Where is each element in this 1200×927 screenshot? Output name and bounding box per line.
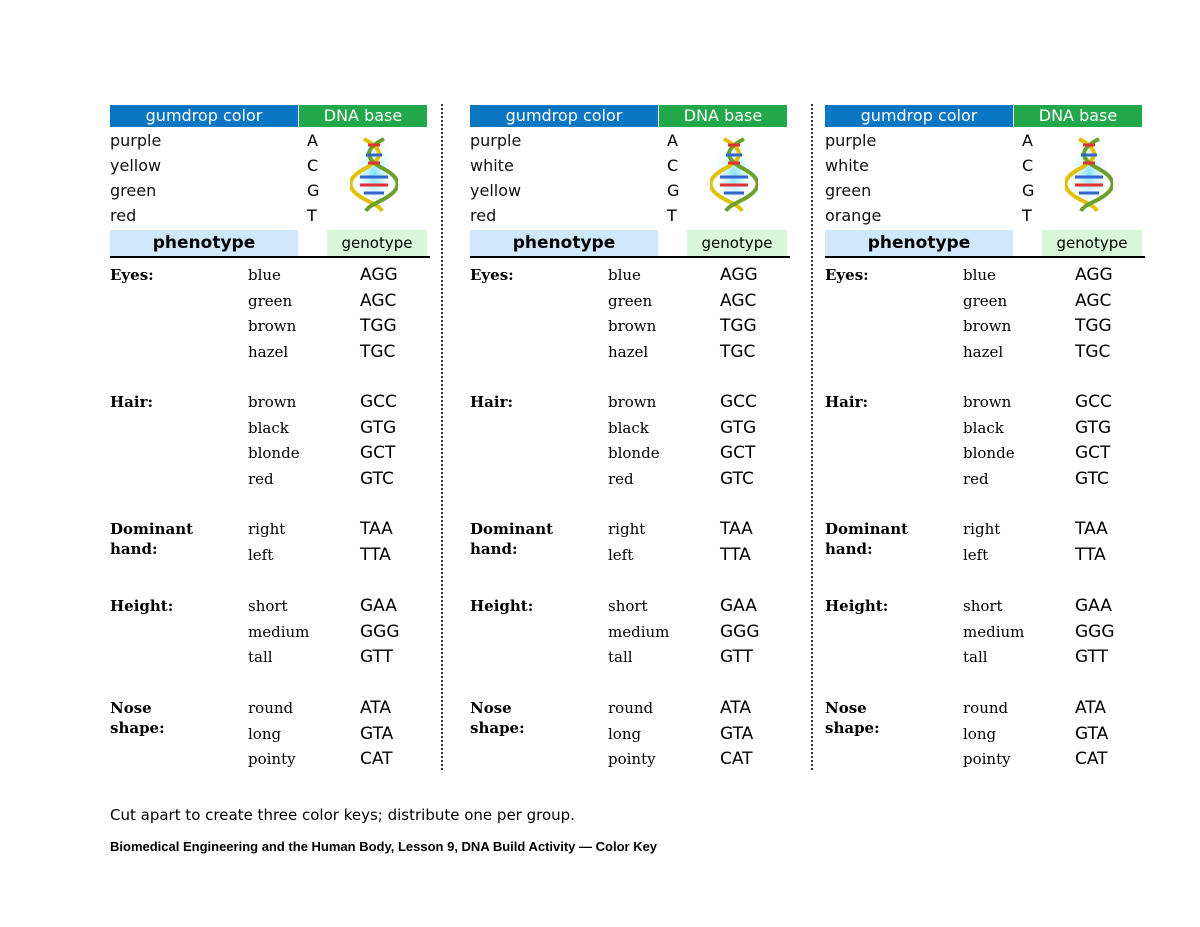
genotype-code: GCT xyxy=(360,443,396,463)
footer-citation: Biomedical Engineering and the Human Body, Lesson 9, DNA Build Activity — Color Key xyxy=(110,839,658,854)
genotype-header: genotype xyxy=(1042,230,1142,256)
phenotype-value: hazel xyxy=(608,342,649,361)
phenotype-value: blue xyxy=(248,266,281,284)
trait-label: Hair: xyxy=(470,393,514,411)
dna-base-letter: T xyxy=(667,206,677,225)
trait-label: Height: xyxy=(110,597,174,615)
genotype-code: TGC xyxy=(1075,341,1111,362)
phenotype-value: left xyxy=(248,545,274,564)
genotype-code: ATA xyxy=(360,698,392,718)
dna-base-letter: G xyxy=(307,181,320,200)
dna-base-letter: G xyxy=(667,181,680,200)
phenotype-value: round xyxy=(248,699,294,717)
gumdrop-color-name: yellow xyxy=(470,181,522,200)
phenotype-value: blue xyxy=(963,266,996,284)
trait-label: Dominant hand: xyxy=(825,520,909,558)
phenotype-header: phenotype xyxy=(110,230,298,256)
genotype-code: GCT xyxy=(720,443,756,463)
genotype-code: GTG xyxy=(360,417,397,438)
genotype-code: TGC xyxy=(360,341,396,362)
genotype-code: GTC xyxy=(720,468,754,489)
dna-base-header-label: DNA base xyxy=(1038,106,1118,125)
genotype-code: GTC xyxy=(1075,468,1109,489)
cut-line xyxy=(441,104,443,770)
phenotype-value: round xyxy=(608,699,654,717)
dna-base-letter: C xyxy=(307,156,319,175)
dna-base-letter: A xyxy=(1022,131,1033,150)
genotype-code: TGG xyxy=(720,316,757,336)
dna-helix-icon xyxy=(350,135,398,217)
phenotype-value: brown xyxy=(248,317,297,335)
trait-label: Height: xyxy=(825,597,889,615)
phenotype-value: red xyxy=(608,469,634,488)
gumdrop-color-header-label: gumdrop color xyxy=(860,106,978,125)
genotype-code: GCC xyxy=(1075,392,1112,412)
phenotype-value: red xyxy=(963,469,989,488)
phenotype-value: red xyxy=(248,469,274,488)
genotype-code: GGG xyxy=(1075,621,1115,642)
genotype-code: AGC xyxy=(360,290,397,311)
genotype-code: GTA xyxy=(720,723,754,744)
genotype-header: genotype xyxy=(327,230,427,256)
genotype-code: GTG xyxy=(720,417,757,438)
gumdrop-color-header-label: gumdrop color xyxy=(145,106,263,125)
genotype-code: GCC xyxy=(360,392,397,412)
trait-label: Nose shape: xyxy=(470,699,525,737)
phenotype-value: brown xyxy=(608,393,657,411)
genotype-code: GTT xyxy=(1075,647,1109,667)
cut-instructions: Cut apart to create three color keys; distribute one per group. xyxy=(110,806,575,824)
phenotype-value: tall xyxy=(248,648,273,666)
genotype-code: ATA xyxy=(720,698,752,718)
phenotype-value: left xyxy=(608,545,634,564)
genotype-code: AGG xyxy=(1075,265,1113,285)
phenotype-value: tall xyxy=(608,648,633,666)
genotype-code: GTT xyxy=(360,647,394,667)
trait-label: Eyes: xyxy=(110,266,154,284)
phenotype-value: green xyxy=(248,291,293,310)
phenotype-value: right xyxy=(963,520,1001,538)
gumdrop-color-name: white xyxy=(470,156,514,175)
genotype-code: GGG xyxy=(360,621,400,642)
genotype-code: GGG xyxy=(720,621,760,642)
gumdrop-color-name: orange xyxy=(825,206,882,225)
dna-base-letter: A xyxy=(307,131,318,150)
gumdrop-color-name: green xyxy=(110,181,157,200)
dna-base-header-label: DNA base xyxy=(683,106,763,125)
gumdrop-color-name: purple xyxy=(470,131,522,150)
phenotype-value: black xyxy=(248,418,289,437)
header-rule xyxy=(825,256,1145,258)
header-rule xyxy=(110,256,430,258)
phenotype-value: medium xyxy=(248,622,310,641)
phenotype-value: short xyxy=(608,597,648,615)
phenotype-value: blonde xyxy=(248,444,300,462)
dna-base-header xyxy=(659,105,787,127)
genotype-header: genotype xyxy=(687,230,787,256)
dna-base-letter: C xyxy=(1022,156,1034,175)
phenotype-value: long xyxy=(248,724,282,743)
genotype-code: TGC xyxy=(720,341,756,362)
gumdrop-color-name: purple xyxy=(825,131,877,150)
genotype-code: TTA xyxy=(360,544,391,565)
dna-helix-icon xyxy=(1065,135,1113,217)
trait-label: Dominant hand: xyxy=(110,520,194,558)
genotype-code: AGG xyxy=(720,265,758,285)
genotype-code: TAA xyxy=(720,519,753,539)
genotype-code: GTG xyxy=(1075,417,1112,438)
genotype-code: AGC xyxy=(720,290,757,311)
genotype-code: GAA xyxy=(360,596,397,616)
dna-base-header xyxy=(299,105,427,127)
trait-label: Eyes: xyxy=(470,266,514,284)
genotype-code: TAA xyxy=(1075,519,1108,539)
phenotype-value: hazel xyxy=(963,342,1004,361)
gumdrop-color-header xyxy=(110,105,298,127)
genotype-code: GAA xyxy=(1075,596,1112,616)
phenotype-value: black xyxy=(608,418,649,437)
dna-base-letter: A xyxy=(667,131,678,150)
gumdrop-color-name: red xyxy=(110,206,137,225)
genotype-code: GTA xyxy=(1075,723,1109,744)
genotype-code: AGC xyxy=(1075,290,1112,311)
phenotype-header: phenotype xyxy=(470,230,658,256)
dna-base-letter: T xyxy=(1022,206,1032,225)
trait-label: Dominant hand: xyxy=(470,520,554,558)
phenotype-value: black xyxy=(963,418,1004,437)
dna-base-letter: C xyxy=(667,156,679,175)
gumdrop-color-header xyxy=(470,105,658,127)
genotype-code: GTA xyxy=(360,723,394,744)
phenotype-value: right xyxy=(248,520,286,538)
phenotype-value: right xyxy=(608,520,646,538)
phenotype-value: brown xyxy=(248,393,297,411)
genotype-code: TAA xyxy=(360,519,393,539)
phenotype-value: brown xyxy=(963,317,1012,335)
trait-label: Hair: xyxy=(110,393,154,411)
genotype-code: GTC xyxy=(360,468,394,489)
genotype-code: ATA xyxy=(1075,698,1107,718)
genotype-code: TTA xyxy=(1075,544,1106,565)
phenotype-value: green xyxy=(608,291,653,310)
phenotype-value: brown xyxy=(963,393,1012,411)
genotype-code: GAA xyxy=(720,596,757,616)
trait-label: Hair: xyxy=(825,393,869,411)
phenotype-value: pointy xyxy=(963,750,1011,768)
phenotype-value: green xyxy=(963,291,1008,310)
gumdrop-color-name: purple xyxy=(110,131,162,150)
gumdrop-color-name: yellow xyxy=(110,156,162,175)
genotype-code: CAT xyxy=(360,749,393,769)
header-rule xyxy=(470,256,790,258)
phenotype-header: phenotype xyxy=(825,230,1013,256)
genotype-code: AGG xyxy=(360,265,398,285)
genotype-code: CAT xyxy=(720,749,753,769)
gumdrop-color-name: green xyxy=(825,181,872,200)
gumdrop-color-header xyxy=(825,105,1013,127)
gumdrop-color-name: white xyxy=(825,156,869,175)
genotype-code: GTT xyxy=(720,647,754,667)
cut-line xyxy=(811,104,813,770)
trait-label: Nose shape: xyxy=(110,699,165,737)
phenotype-value: pointy xyxy=(248,750,296,768)
dna-base-header xyxy=(1014,105,1142,127)
phenotype-value: pointy xyxy=(608,750,656,768)
phenotype-value: medium xyxy=(608,622,670,641)
dna-base-letter: G xyxy=(1022,181,1035,200)
dna-base-letter: T xyxy=(307,206,317,225)
phenotype-value: brown xyxy=(608,317,657,335)
genotype-code: GCC xyxy=(720,392,757,412)
dna-base-header-label: DNA base xyxy=(323,106,403,125)
phenotype-value: blue xyxy=(608,266,641,284)
trait-label: Nose shape: xyxy=(825,699,880,737)
dna-helix-icon xyxy=(710,135,758,217)
phenotype-value: hazel xyxy=(248,342,289,361)
trait-label: Eyes: xyxy=(825,266,869,284)
genotype-code: TGG xyxy=(360,316,397,336)
genotype-code: TTA xyxy=(720,544,751,565)
gumdrop-color-header-label: gumdrop color xyxy=(505,106,623,125)
genotype-code: TGG xyxy=(1075,316,1112,336)
phenotype-value: blonde xyxy=(963,444,1015,462)
phenotype-value: tall xyxy=(963,648,988,666)
phenotype-value: blonde xyxy=(608,444,660,462)
phenotype-value: left xyxy=(963,545,989,564)
phenotype-value: long xyxy=(963,724,997,743)
phenotype-value: medium xyxy=(963,622,1025,641)
phenotype-value: long xyxy=(608,724,642,743)
phenotype-value: round xyxy=(963,699,1009,717)
genotype-code: GCT xyxy=(1075,443,1111,463)
phenotype-value: short xyxy=(963,597,1003,615)
genotype-code: CAT xyxy=(1075,749,1108,769)
phenotype-value: short xyxy=(248,597,288,615)
trait-label: Height: xyxy=(470,597,534,615)
gumdrop-color-name: red xyxy=(470,206,497,225)
